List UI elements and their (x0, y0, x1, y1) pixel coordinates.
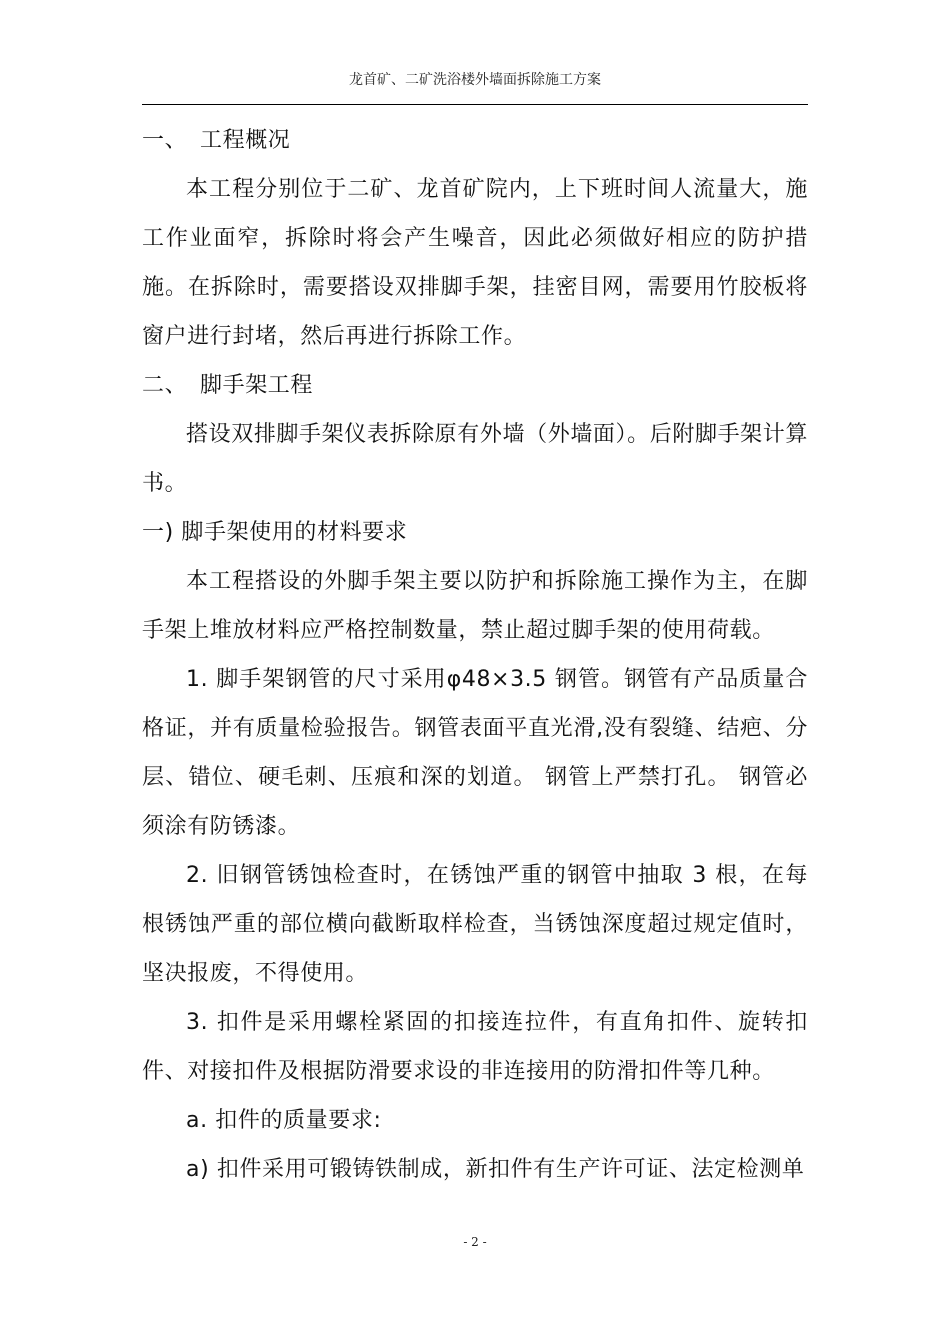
document-header-title: 龙首矿、二矿洗浴楼外墙面拆除施工方案 (349, 72, 601, 88)
section-2-paragraph: 搭设双排脚手架仪表拆除原有外墙（外墙面）。后附脚手架计算书。 (142, 422, 808, 496)
header-divider (142, 104, 808, 105)
list-item-1: 1. 脚手架钢管的尺寸采用φ48×3.5 钢管。钢管有产品质量合格证，并有质量检验报告。钢管表面平直光滑,没有裂缝、结疤、分层、错位、硬毛刺、压痕和深的划道。 钢管上严禁打孔。 钢管必须涂有防锈漆。 (142, 667, 808, 839)
document-body (142, 116, 808, 1194)
section-2-number: 二、 (142, 373, 188, 398)
list-item-a-1: a) 扣件采用可锻铸铁制成，新扣件有生产许可证、法定检测单 (186, 1157, 805, 1182)
page-number: - 2 - (463, 1235, 487, 1249)
list-item-2: 2. 旧钢管锈蚀检查时，在锈蚀严重的钢管中抽取 3 根，在每根锈蚀严重的部位横向截断取样检查，当锈蚀深度超过规定值时，坚决报废，不得使用。 (142, 863, 808, 986)
section-2-title: 脚手架工程 (200, 373, 314, 398)
section-1-heading (142, 116, 808, 165)
section-1-number: 一、 (142, 128, 188, 153)
section-1-title: 工程概况 (200, 128, 291, 153)
subsection-1-paragraph: 本工程搭设的外脚手架主要以防护和拆除施工操作为主，在脚手架上堆放材料应严格控制数量，禁止超过脚手架的使用荷载。 (142, 569, 808, 643)
list-item-3: 3. 扣件是采用螺栓紧固的扣接连拉件，有直角扣件、旋转扣件、对接扣件及根据防滑要求设的非连接用的防滑扣件等几种。 (142, 1010, 808, 1084)
section-2-heading (142, 361, 808, 410)
section-1-paragraph: 本工程分别位于二矿、龙首矿院内，上下班时间人流量大，施工作业面窄，拆除时将会产生噪音，因此必须做好相应的防护措施。在拆除时，需要搭设双排脚手架，挂密目网，需要用竹胶板将窗户进行封堵，然后再进行拆除工作。 (142, 177, 808, 349)
list-item-a: a. 扣件的质量要求: (186, 1108, 382, 1133)
subsection-1-heading: 一) 脚手架使用的材料要求 (142, 520, 408, 545)
